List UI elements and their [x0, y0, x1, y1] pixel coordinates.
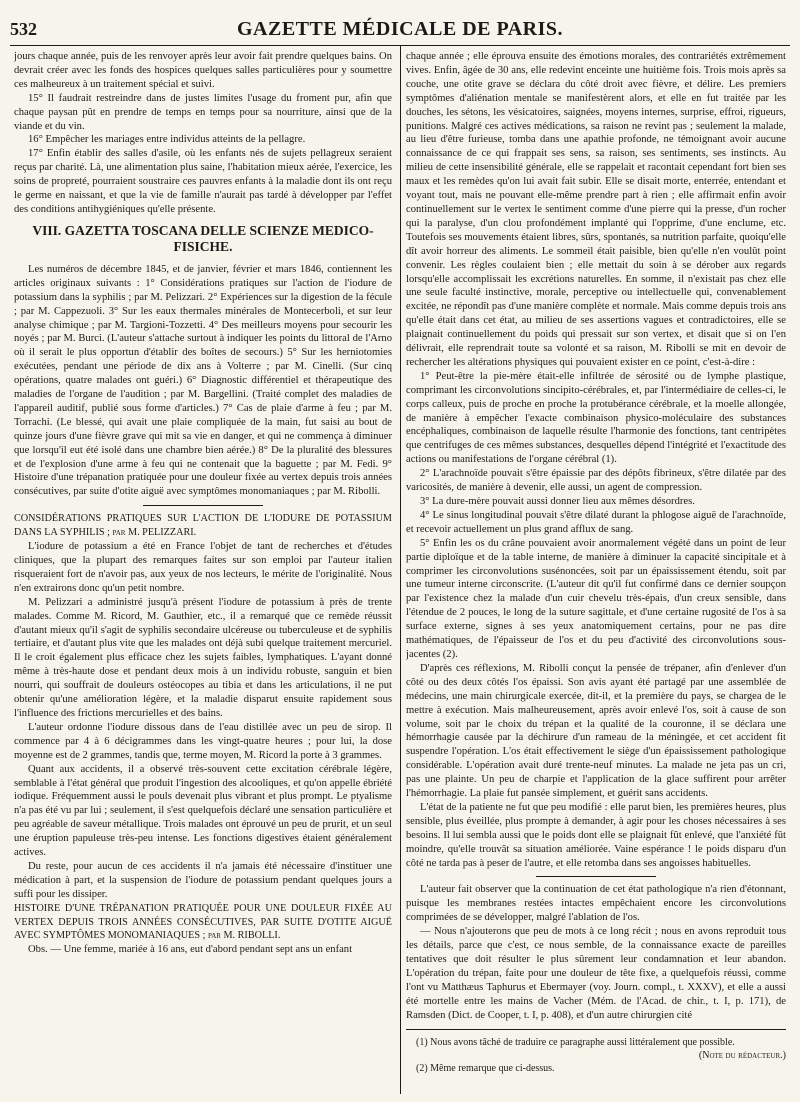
- footnotes: [406, 1036, 786, 1075]
- right-column: [406, 50, 786, 1096]
- paragraph: jours chaque année, puis de les renvoyer après leur avoir fait prendre quelques bains. On devrait créer avec les fonds des hospices quelques salles particulières pour y soumettre ces malheureux à un traitement spécial et suivi.: [14, 51, 392, 90]
- paragraph: 3° La dure-mère pouvait aussi donner lieu aux mêmes désordres.: [420, 496, 695, 507]
- paragraph: chaque année ; elle éprouva ensuite des émotions morales, des contrariétés extrêmement vives. Enfin, âgée de 30 ans, elle redevint enceinte une huitième fois. Trois mois après sa couche, une otite grave se déclara du côté droit avec fièvre, et délire. Les premiers symptômes d'aliénation mentale se manifestèrent alors, et elle en fut traitée par les douches, les sétons, les vésicatoires, saignées, moyens internes, surprise, effroi, rigueurs, punitions. Malgré ces actives médications, sa raison ne revint pas ; seulement la malade, au lieu d'être furieuse, tomba dans une apathie profonde, ne témoignant avoir aucune connaissance de ce qui frappait ses sens, sa raison, ses sentiments, ses instincts. Au milieu de cette insensibilité générale, elle se rappelait et racontait cependant fort bien ses maux et les remèdes qu'on lui avait fait subir. Elle se disait morte, enterrée, entendant et voyant tout, mais ne pouvant elle-même prendre part à rien ; elle affirmait enfin avoir continuellement sur le vertex le sentiment comme d'une pierre qui la presse, d'un rocher qui la paralyse, d'un clou profondément implanté qui l'opprime, d'une enclume, etc. Toutefois ses mouvements étaient libres, sûrs, spontanés, sa nutrition parfaite, quoiqu'elle dît avoir horreur des aliments. Le sommeil était paisible, bien qu'elle n'en voulût point convenir. Les règles coulaient bien ; elle mettait du soin à se dérober aux regards lorsqu'elle accomplissait les excrétions naturelles. En somme, il n'existait pas chez elle une seule faculté instinctive, morale, perceptive ou intellectuelle qui, convenablement excitée, ne répondît pas d'une manière complète et normale. Mais comme depuis trois ans qu'elle était dans cet état, au milieu de ses assertions vagues et contradictoires, elle se plaignait continuellement du poids qui pressait sur son vertex, et disait que si on l'en délivrait, elle reprendrait toute sa volonté et sa raison, M. Ribolli se mit en devoir de rechercher les altérations physiques qui pouvaient exister en ce point, c'est-à-dire :: [406, 51, 786, 368]
- paragraph: L'auteur ordonne l'iodure dissous dans de l'eau distillée avec un peu de sirop. Il commence par 4 à 6 décigrammes dans les vingt-quatre heures ; pour lui, la dose moyenne est de 2 grammes, tandis que, terme moyen, M. Ricord la porte à 3 grammes.: [14, 721, 392, 761]
- paragraph: — Nous n'ajouterons que peu de mots à ce long récit ; nous en avons reproduit tous les détails, parce que c'est, ce nous semble, de la connaissance exacte de pareilles tentatives que doit résulter le plus sûrement leur condamnation et leur abandon. L'opération du trépan, faite pour une douleur de tête fixe, a quelquefois réussi, comme l'ont vu Matthæus Taphurus et Ebermayer (voy. Journ. compl., t. XXXV), et elle a aussi été mortelle entre les mains de Vacher (Mém. de l'Acad. de chir., t. I, p. 171), de Ramsden (Dict. de Cooper, t. I, p. 408), et d'un autre chirurgien cité: [406, 926, 786, 1021]
- section-title: VIII. GAZETTA TOSCANA DELLE SCIENZE MEDICO-FISICHE.: [32, 222, 374, 254]
- paragraph: 1° Peut-être la pie-mère était-elle infiltrée de sérosité ou de lymphe plastique, comprimant les circonvolutions sincipito-cérébrales, et, par l'intermédiaire de celles-ci, le corps calleux, puis de proche en proche la protubérance cérébrale, et la moelle allongée, de manière à empêcher l'exacte combinaison physico-moléculaire des substances encéphaliques, combinaison de laquelle résulte l'harmonie des fonctions, tant centripètes que centrifuges de ces mêmes substances, desquelles dépend l'intégrité et l'exactitude des actions ou manifestations de l'organe cérébral (1).: [406, 370, 786, 466]
- subheading: HISTOIRE D'UNE TRÉPANATION PRATIQUÉE POUR UNE DOULEUR FIXÉE AU VERTEX DEPUIS TROIS ANNÉES CONSÉCUTIVES, PAR SUITE D'OTITE AIGUË AVEC SYMPTÔMES MONOMANIAQUES ; par M. RIBOLLI.: [14, 902, 392, 942]
- subheading: CONSIDÉRATIONS PRATIQUES SUR L'ACTION DE L'IODURE DE POTASSIUM DANS LA SYPHILIS ; par M. PELIZZARI.: [14, 513, 392, 539]
- footnote: (1) Nous avons tâché de traduire ce paragraphe aussi littéralement que possible.: [416, 1036, 735, 1048]
- paragraph: D'après ces réflexions, M. Ribolli conçut la pensée de trépaner, afin d'enlever d'un côté ou des deux côtés l'os épaissi. Son avis ayant été partagé par une assemblée de médecins, une main chirurgicale exercée, dit-il, et la première du pays, se chargea de le mettre à exécution. Mais malheureusement, après avoir enlevé l'os, soit à cause de son volume, soit par le choix du trépan et la qualité de la couronne, il se déclara une hémorrhagie causée par la déchirure d'un rameau de la méningée, et cet accident fit suspendre l'opération. L'os était effectivement le siège d'un épaississement pathologique considérable. L'opération avait duré trente-neuf minutes. La malade ne jeta pas un cri, pas une plainte. Un peu de charpie et l'application de la glace suffirent pour arrêter l'hémorrhagie. La plaie fut pansée simplement, et guérit sans accidents.: [406, 662, 786, 800]
- left-column: [14, 50, 392, 1096]
- paragraph: L'état de la patiente ne fut que peu modifié : elle parut bien, les premières heures, plus sensible, plus éveillée, plus prompte à demander, à agir pour les choses nécessaires à ses besoins. Il lui sembla aussi que le poids dont elle se plaignait fût enlevé, que l'anxiété fût moindre, qu'elle trouvât sa situation améliorée. Vaine espérance ! le poids disparu d'un côté ne tarda pas à peser de l'autre, et elle retomba dans ses angoisses habituelles.: [406, 801, 786, 869]
- paragraph: M. Pelizzari a administré jusqu'à présent l'iodure de potassium à près de trente malades. Comme M. Ricord, M. Gauthier, etc., il a remarqué que ce remède réussit d'autant mieux qu'il s'agit de syphilis secondaire ulcéreuse ou tuberculeuse et de syphilis tertiaire, et d'autant plus vite que les malades ont déjà subi quelque traitement mercuriel. Il le croit également plus efficace chez les sujets faibles, lymphatiques. L'ayant donné même à très-haute dose et pendant deux mois à un individu robuste, sanguin et bien nourri, qui souffrait de douleurs ostéocopes au tibia et dans les articulations, il ne put obtenir qu'une amélioration légère, et la maladie disparut ensuite rapidement sous l'influence des frictions mercurielles et des bains.: [14, 596, 392, 719]
- page-number: 532: [10, 18, 37, 39]
- paragraph: 16° Empêcher les mariages entre individus atteints de la pellagre.: [28, 134, 306, 146]
- journal-title: GAZETTE MÉDICALE DE PARIS.: [236, 17, 564, 40]
- paragraph: 17° Enfin établir des salles d'asile, où les enfants nés de sujets pellagreux seraient reçus par charité. Là, une alimentation plus saine, l'habitation mieux aérée, l'exercice, les soins de propreté, pourraient soustraire ces pauvres enfants à la maladie dont ils ont reçu le germe en naissant, et que la vie de famille n'aurait pas tardé à développer par l'effet des conditions antihygiéniques qu'elle présente.: [14, 148, 392, 215]
- separator-rule: [143, 505, 263, 506]
- paragraph: Du reste, pour aucun de ces accidents il n'a jamais été nécessaire d'instituer une médication à part, et la suspension de l'iodure de potassium pendant quelques jours a suffi pour les dissiper.: [14, 860, 392, 900]
- page-header: [10, 16, 790, 42]
- paragraph: Quant aux accidents, il a observé très-souvent cette excitation cérébrale légère, semblable à l'état général que produit l'ingestion des alcooliques, et qu'on appelle ébriété iodique. Fréquemment aussi le pouls devenait plus vibrant et plus prompt. Le ptyalisme n'a pas été vu par lui ; seulement, il s'est quelquefois déclaré une sensation particulière et peu agréable de saveur métallique. Trois malades ont éprouvé un peu de prurit, et un seul une éruption papuleuse très-peu intense. Les fonctions digestives étaient généralement actives.: [14, 763, 392, 859]
- paragraph: 2° L'arachnoïde pouvait s'être épaissie par des dépôts fibrineux, s'être dilatée par des varicosités, de manière à devenir, elle aussi, un agent de compression.: [406, 468, 786, 494]
- paragraph: Obs. — Une femme, mariée à 16 ans, eut d'abord pendant sept ans un enfant: [28, 944, 353, 956]
- paragraph: L'iodure de potassium a été en France l'objet de tant de recherches et d'études cliniques, que la plupart des remarques faites sur son emploi par l'auteur italien risqueraient fort de n'avoir pas, aux yeux de nos lecteurs, le mérite de l'originalité. Nous n'en extrairons donc qu'un petit nombre.: [14, 541, 392, 594]
- paragraph: 5° Enfin les os du crâne pouvaient avoir anormalement végété dans un point de leur partie diploïque et de la table interne, de manière à diminuer la capacité sincipitale et à comprimer les circonvolutions susénoncées, soit par un épaississement étendu, soit par une tumeur interne circonscrite. (L'auteur dit qu'il fut confirmé dans ce dernier soupçon par l'existence chez la malade d'un cuir chevelu très-épais, d'un creux sensible, dans l'étendue de 2 pouces, le long de la suture sagittale, et d'une certaine rugosité de l'os à sa surface externe, signes à ses yeux anatomiquement certains, pour ne pas dire mathématiques, de l'épaisseur de l'os et du peu d'activité des circonvolutions sous-jacentes (2).: [406, 537, 786, 660]
- paragraph: 15° Il faudrait restreindre dans de justes limites l'usage du froment pur, afin que chaque paysan pût en prendre de temps en temps pour sa nourriture, ainsi que de la viande et du vin.: [14, 92, 392, 132]
- footnote-rule: [406, 1029, 786, 1030]
- paragraph: Les numéros de décembre 1845, et de janvier, février et mars 1846, contiennent les articles originaux suivants : 1° Considérations pratiques sur l'action de l'iodure de potassium dans la syphilis ; par M. Pelizzari. 2° Expériences sur la digestion de la fécule ; par M. Cappezuoli. 3° Sur les eaux thermales minérales de Montecerboli, et sur leur analyse chimique ; par M. Targioni-Tozzetti. 4° Des meilleurs moyens pour secourir les noyés ; par M. Burci. (L'auteur s'attache surtout à indiquer les points du littoral de l'Arno où il serait le plus opportun d'établir des boîtes de secours.) 5° Sur les herniotomies exécutées, pendant une période de dix ans à Volterre ; par M. Cinelli. (Sur cinq opérations, quatre malades ont guéri.) 6° Diagnostic différentiel et thérapeutique des maladies de l'organe de l'audition ; par M. Bargellini. (Traité complet des maladies de l'appareil auditif, publié sous forme d'articles.) 7° Cas de plaie d'arme à feu ; par M. Torrachi. (Le blessé, qui avait une plaie compliquée de la main, fut saisi au bout de quinze jours d'une fièvre grave qui mit sa vie en danger, et qui ne commença à diminuer que lorsqu'il eut été isolé dans une chambre bien aérée.) 8° De la pluralité des blessures et de l'explosion d'une arme à feu qui ne contenait que la baguette ; par M. Fedi. 9° Histoire d'une trépanation pratiquée pour une douleur fixée au vertex depuis trois années consécutives, par suite d'otite aiguë avec symptômes monomaniaques ; par M. Ribolli.: [14, 263, 392, 498]
- column-divider: [400, 45, 401, 1094]
- footnote-signature: (Note du rédacteur.): [698, 1049, 786, 1061]
- footnote: (2) Même remarque que ci-dessus.: [416, 1062, 555, 1074]
- separator-rule: [536, 876, 656, 877]
- paragraph: L'auteur fait observer que la continuation de cet état pathologique n'a rien d'étonnant, puisque les membranes restées intactes empêchaient encore les circonvolutions comprimées de se développer, malgré l'ablation de l'os.: [406, 884, 786, 924]
- paragraph: 4° Le sinus longitudinal pouvait s'être dilaté durant la phlogose aiguë de l'arachnoïde, et recevoir actuellement un plus grand afflux de sang.: [406, 509, 786, 535]
